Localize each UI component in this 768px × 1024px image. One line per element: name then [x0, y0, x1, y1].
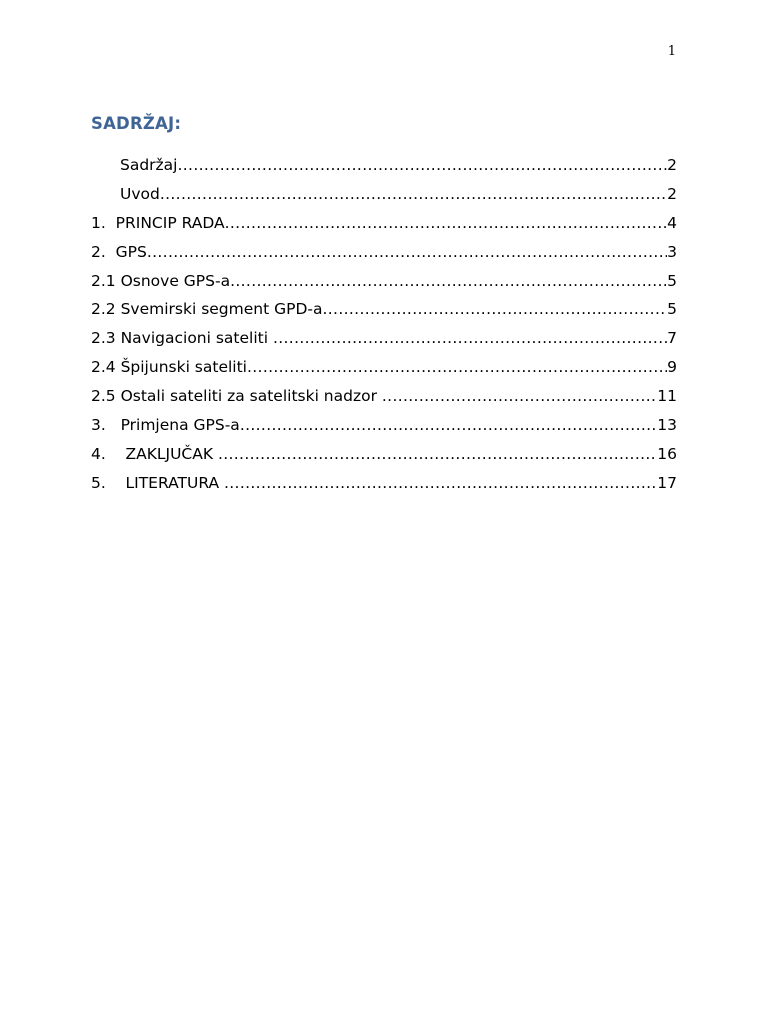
toc-entry-page: 9 — [667, 358, 677, 377]
toc-entry-text: 3. Primjena GPS-a — [91, 416, 240, 435]
toc-entry-sadrzaj[interactable] — [91, 151, 677, 180]
toc-entry-text: Sadržaj — [120, 156, 178, 174]
toc-entry-princip-rada[interactable] — [91, 209, 677, 238]
toc-dot-leader — [273, 324, 667, 353]
toc-entry-page: 3 — [667, 242, 677, 261]
toc-entry-text: Uvod — [120, 184, 160, 203]
toc-entry-page: 2 — [667, 156, 677, 174]
toc-entry-page: 4 — [667, 213, 677, 232]
table-of-contents — [91, 151, 677, 498]
toc-entry-text: 2.1 Osnove GPS-a — [91, 271, 231, 290]
toc-entry-navigacioni-sateliti[interactable] — [91, 324, 677, 353]
toc-dot-leader — [160, 180, 667, 209]
toc-entry-text: 1. PRINCIP RADA — [91, 213, 225, 232]
toc-entry-text: 4. ZAKLJUČAK — [91, 444, 218, 463]
toc-entry-page: 11 — [657, 387, 677, 406]
toc-entry-text: 2.2 Svemirski segment GPD-a — [91, 300, 323, 319]
toc-entry-gps[interactable] — [91, 238, 677, 267]
toc-dot-leader — [323, 295, 668, 324]
toc-dot-leader — [230, 267, 667, 296]
toc-title: SADRŽAJ: — [91, 114, 182, 133]
toc-dot-leader — [178, 151, 668, 180]
toc-entry-text: 2.4 Špijunski sateliti — [91, 358, 247, 377]
toc-entry-page: 5 — [667, 271, 677, 290]
toc-entry-svemirski-segment[interactable] — [91, 295, 677, 324]
toc-dot-leader — [147, 238, 667, 267]
toc-dot-leader — [240, 411, 657, 440]
toc-entry-text: 2.5 Ostali sateliti za satelitski nadzor — [91, 387, 382, 406]
toc-entry-primjena-gps[interactable] — [91, 411, 677, 440]
toc-entry-literatura[interactable] — [91, 469, 677, 498]
toc-dot-leader — [382, 382, 657, 411]
toc-entry-text: 5. LITERATURA — [91, 473, 224, 492]
toc-dot-leader — [224, 469, 657, 498]
toc-entry-page: 2 — [667, 184, 677, 203]
toc-entry-zakljucak[interactable] — [91, 440, 677, 469]
toc-entry-page: 16 — [657, 444, 677, 463]
toc-entry-page: 13 — [657, 416, 677, 435]
toc-entry-osnove-gps[interactable] — [91, 267, 677, 296]
toc-entry-page: 7 — [667, 329, 677, 348]
toc-entry-text: 2.3 Navigacioni sateliti — [91, 329, 273, 348]
toc-entry-page: 5 — [667, 300, 677, 319]
toc-entry-spijunski-sateliti[interactable] — [91, 353, 677, 382]
toc-entry-uvod[interactable] — [91, 180, 677, 209]
toc-entry-ostali-sateliti[interactable] — [91, 382, 677, 411]
toc-dot-leader — [247, 353, 667, 382]
toc-dot-leader — [218, 440, 657, 469]
toc-entry-text: 2. GPS — [91, 242, 147, 261]
toc-entry-page: 17 — [657, 473, 677, 492]
page-number: 1 — [667, 44, 676, 59]
toc-dot-leader — [225, 209, 668, 238]
